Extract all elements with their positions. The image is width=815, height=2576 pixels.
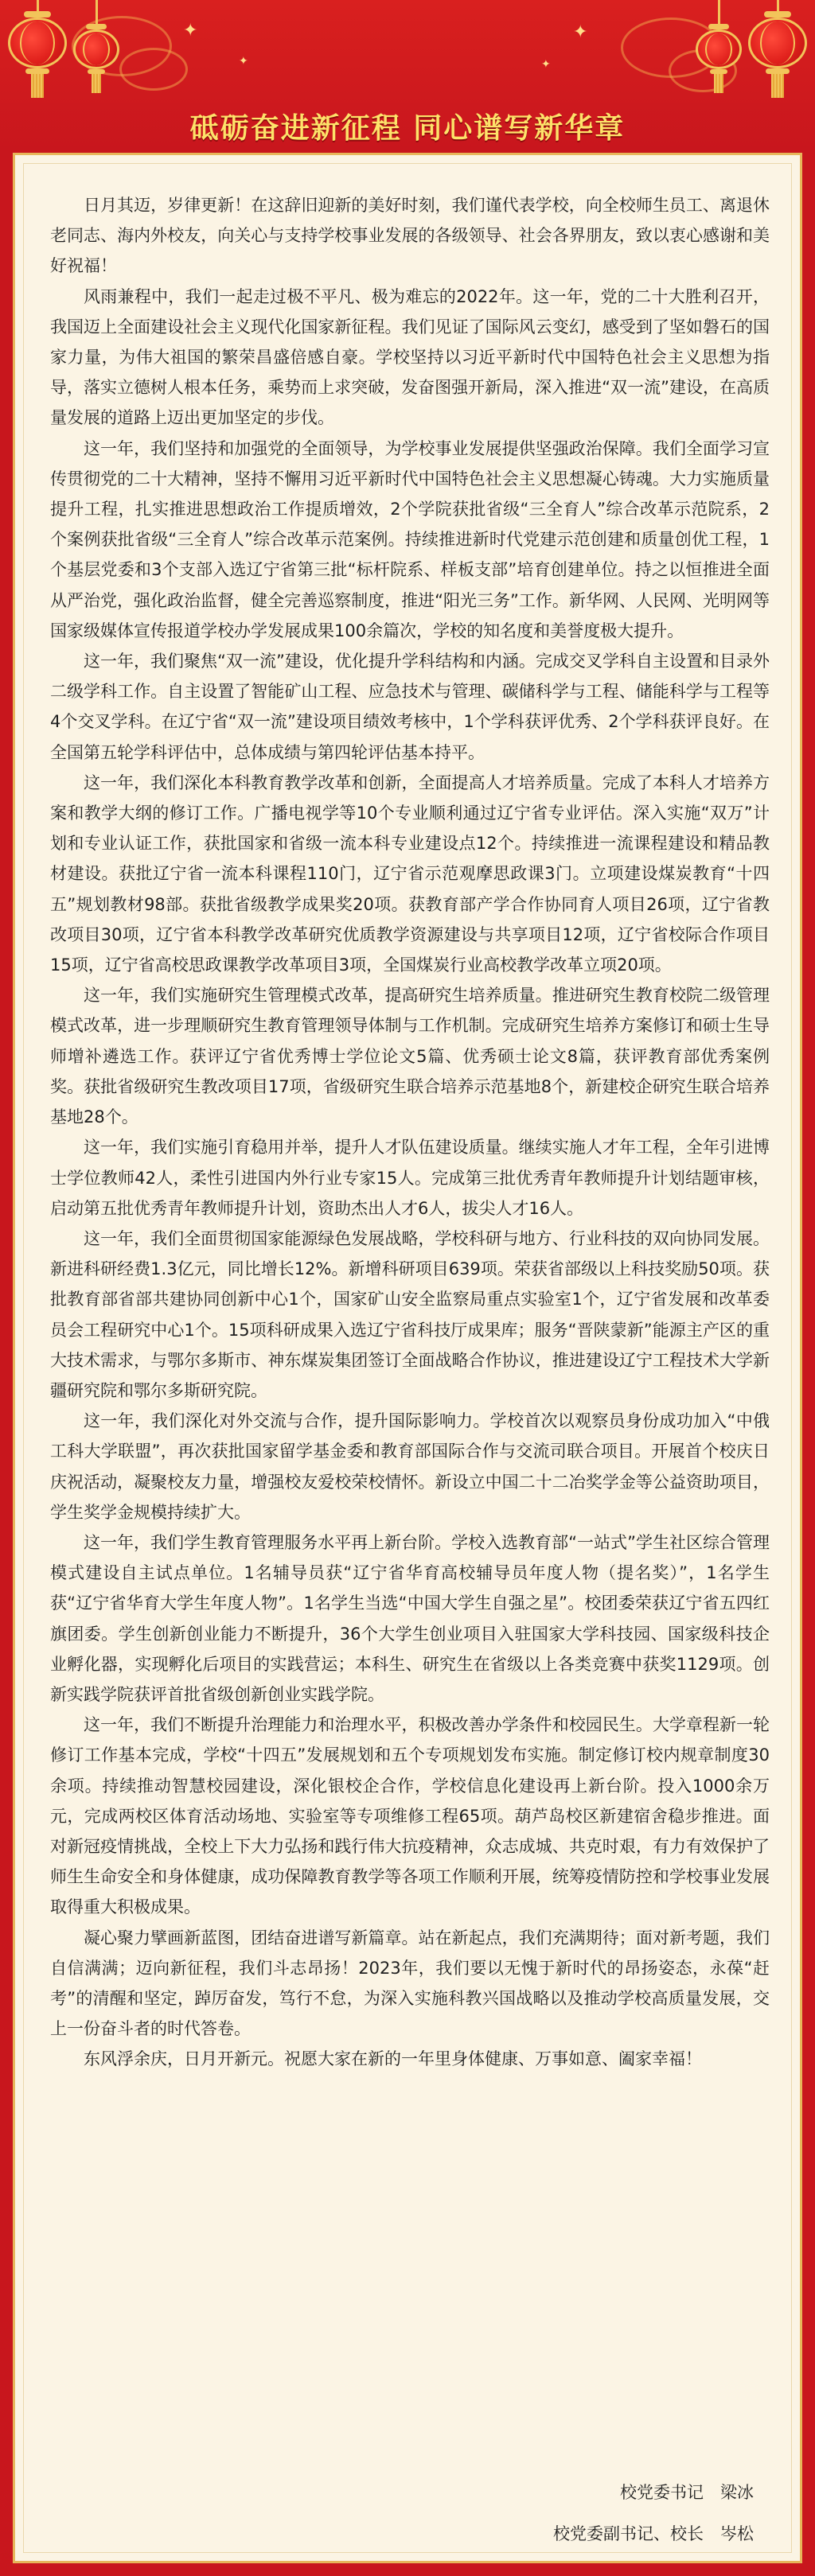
lantern-icon — [73, 0, 119, 93]
paragraph: 这一年，我们实施引育稳用并举，提升人才队伍建设质量。继续实施人才年工程，全年引进博士学位教师42人，柔性引进国内外行业专家15人。完成第三批优秀青年教师提升计划结题审核，启动第五批优秀青年教师提升计划，资助杰出人才6人，拔尖人才16人。 — [50, 1138, 770, 1218]
signature-party-secretary: 校党委书记 梁冰 — [620, 2483, 754, 2502]
paragraph: 东风浮余庆，日月开新元。祝愿大家在新的一年里身体健康、万事如意、阖家幸福！ — [84, 2049, 702, 2069]
lantern-icon — [8, 0, 67, 98]
sparkle-icon: ✦ — [541, 58, 551, 71]
paragraph: 日月其迈，岁律更新！在这辞旧迎新的美好时刻，我们谨代表学校，向全校师生员工、离退休老同志、海内外校友，向关心与支持学校事业发展的各级领导、社会各界朋友，致以衷心感谢和美好祝福！ — [50, 196, 770, 276]
paragraph: 这一年，我们实施研究生管理模式改革，提高研究生培养质量。推进研究生教育校院二级管理模式改革，进一步理顺研究生教育管理领导体制与工作机制。完成研究生培养方案修订和硕士生导师增补遴选工作。获评辽宁省优秀博士学位论文5篇、优秀硕士论文8篇，获评教育部优秀案例奖。获批省级研究生教改项目17项，省级研究生联合培养示范基地8个，新建校企研究生联合培养基地28个。 — [50, 986, 770, 1127]
signature-president: 校党委副书记、校长 岑松 — [553, 2524, 754, 2543]
letter-body — [50, 190, 770, 2075]
paragraph: 这一年，我们学生教育管理服务水平再上新台阶。学校入选教育部“一站式”学生社区综合管理模式建设自主试点单位。1名辅导员获“辽宁省华育高校辅导员年度人物（提名奖）”，1名学生获“辽宁省华育大学生年度人物”。1名学生当选“中国大学生自强之星”。校团委荣获辽宁省五四红旗团委。学生创新创业能力不断提升，36个大学生创业项目入驻国家大学科技园、国家级科技企业孵化器，实现孵化后项目的实践营运；本科生、研究生在省级以上各类竞赛中获奖1129项。创新实践学院获评首批省级创新创业实践学院。 — [50, 1532, 770, 1704]
lantern-icon — [748, 0, 807, 98]
header-banner — [0, 0, 815, 151]
paragraph: 这一年，我们聚焦“双一流”建设，优化提升学科结构和内涵。完成交叉学科自主设置和目录外二级学科工作。自主设置了智能矿山工程、应急技术与管理、碳储科学与工程、储能科学与工程等4个交叉学科。在辽宁省“双一流”建设项目绩效考核中，1个学科获评优秀、2个学科获评良好。在全国第五轮学科评估中，总体成绩与第四轮评估基本持平。 — [50, 652, 770, 762]
title-bar — [0, 102, 815, 150]
sparkle-icon: ✦ — [183, 21, 198, 41]
cloud-pattern-icon — [119, 48, 188, 91]
lantern-icon — [696, 0, 742, 93]
paragraph: 这一年，我们深化本科教育教学改革和创新，全面提高人才培养质量。完成了本科人才培养方案和教学大纲的修订工作。广播电视学等10个专业顺利通过辽宁省专业评估。深入实施“双万”计划和专业认证工作，获批国家和省级一流本科专业建设点12个。持续推进一流课程建设和精品教材建设。获批辽宁省一流本科课程110门，辽宁省示范观摩思政课3门。立项建设煤炭教育“十四五”规划教材98部。获批省级教学成果奖20项。获教育部产学合作协同育人项目26项，辽宁省教改项目30项，辽宁省本科教学改革研究优质教学资源建设与共享项目12项，辽宁省校际合作项目15项，辽宁省高校思政课教学改革项目3项，全国煤炭行业高校教学改革立项20项。 — [50, 772, 770, 975]
sparkle-icon: ✦ — [573, 22, 588, 42]
paragraph: 风雨兼程中，我们一起走过极不平凡、极为难忘的2022年。这一年，党的二十大胜利召开，我国迈上全面建设社会主义现代化国家新征程。我们见证了国际风云变幻，感受到了坚如磐石的国家力量，为伟大祖国的繁荣昌盛倍感自豪。学校坚持以习近平新时代中国特色社会主义思想为指导，落实立德树人根本任务，乘势而上求突破，发奋图强开新局，深入推进“双一流”建设，在高质量发展的道路上迈出更加坚定的步伐。 — [50, 286, 770, 428]
paragraph: 这一年，我们深化对外交流与合作，提升国际影响力。学校首次以观察员身份成功加入“中俄工科大学联盟”，再次获批国家留学基金委和教育部国际合作与交流司联合项目。开展首个校庆日庆祝活动，凝聚校友力量，增强校友爱校荣校情怀。新设立中国二十二冶奖学金等公益资助项目，学生奖学金规模持续扩大。 — [50, 1411, 770, 1522]
letter-paper — [13, 153, 802, 2563]
sparkle-icon: ✦ — [239, 55, 248, 68]
paragraph: 这一年，我们不断提升治理能力和治理水平，积极改善办学条件和校园民生。大学章程新一轮修订工作基本完成，学校“十四五”发展规划和五个专项规划发布实施。制定修订校内规章制度30余项。持续推动智慧校园建设，深化银校企合作，学校信息化建设再上新台阶。投入1000余万元，完成两校区体育活动场地、实验室等专项维修工程65项。葫芦岛校区新建宿舍稳步推进。面对新冠疫情挑战，全校上下大力弘扬和践行伟大抗疫精神，众志成城、共克时艰，有力有效保护了师生生命安全和身体健康，成功保障教育教学等各项工作顺利开展，统筹疫情防控和学校事业发展取得重大积极成果。 — [50, 1715, 770, 1917]
paragraph: 这一年，我们全面贯彻国家能源绿色发展战略，学校科研与地方、行业科技的双向协同发展。新进科研经费1.3亿元，同比增长12%。新增科研项目639项。荣获省部级以上科技奖励50项。获批教育部省部共建协同创新中心1个，国家矿山安全监察局重点实验室1个，辽宁省发展和改革委员会工程研究中心1个。15项科研成果入选辽宁省科技厅成果库；服务“晋陕蒙新”能源主产区的重大技术需求，与鄂尔多斯市、神东煤炭集团签订全面战略合作协议，推进建设辽宁工程技术大学新疆研究院和鄂尔多斯研究院。 — [50, 1228, 770, 1400]
page-title: 砥砺奋进新征程 同心谱写新华章 — [189, 111, 626, 145]
bottom-band — [0, 2563, 815, 2576]
paragraph: 凝心聚力擘画新蓝图，团结奋进谱写新篇章。站在新起点，我们充满期待；面对新考题，我们自信满满；迈向新征程，我们斗志昂扬！2023年，我们要以无愧于新时代的昂扬姿态，永葆“赶考”的清醒和坚定，踔厉奋发，笃行不怠，为深入实施科教兴国战略以及推动学校高质量发展，交上一份奋斗者的时代答卷。 — [50, 1928, 770, 2039]
paragraph: 这一年，我们坚持和加强党的全面领导，为学校事业发展提供坚强政治保障。我们全面学习宣传贯彻党的二十大精神，坚持不懈用习近平新时代中国特色社会主义思想凝心铸魂。大力实施质量提升工程，扎实推进思想政治工作提质增效，2个学院获批省级“三全育人”综合改革示范院系，2个案例获批省级“三全育人”综合改革示范案例。持续推进新时代党建示范创建和质量创优工程，1个基层党委和3个支部入选辽宁省第三批“标杆院系、样板支部”培育创建单位。持之以恒推进全面从严治党，强化政治监督，健全完善巡察制度，推进“阳光三务”工作。新华网、人民网、光明网等国家级媒体宣传报道学校办学发展成果100余篇次，学校的知名度和美誉度极大提升。 — [50, 438, 770, 640]
